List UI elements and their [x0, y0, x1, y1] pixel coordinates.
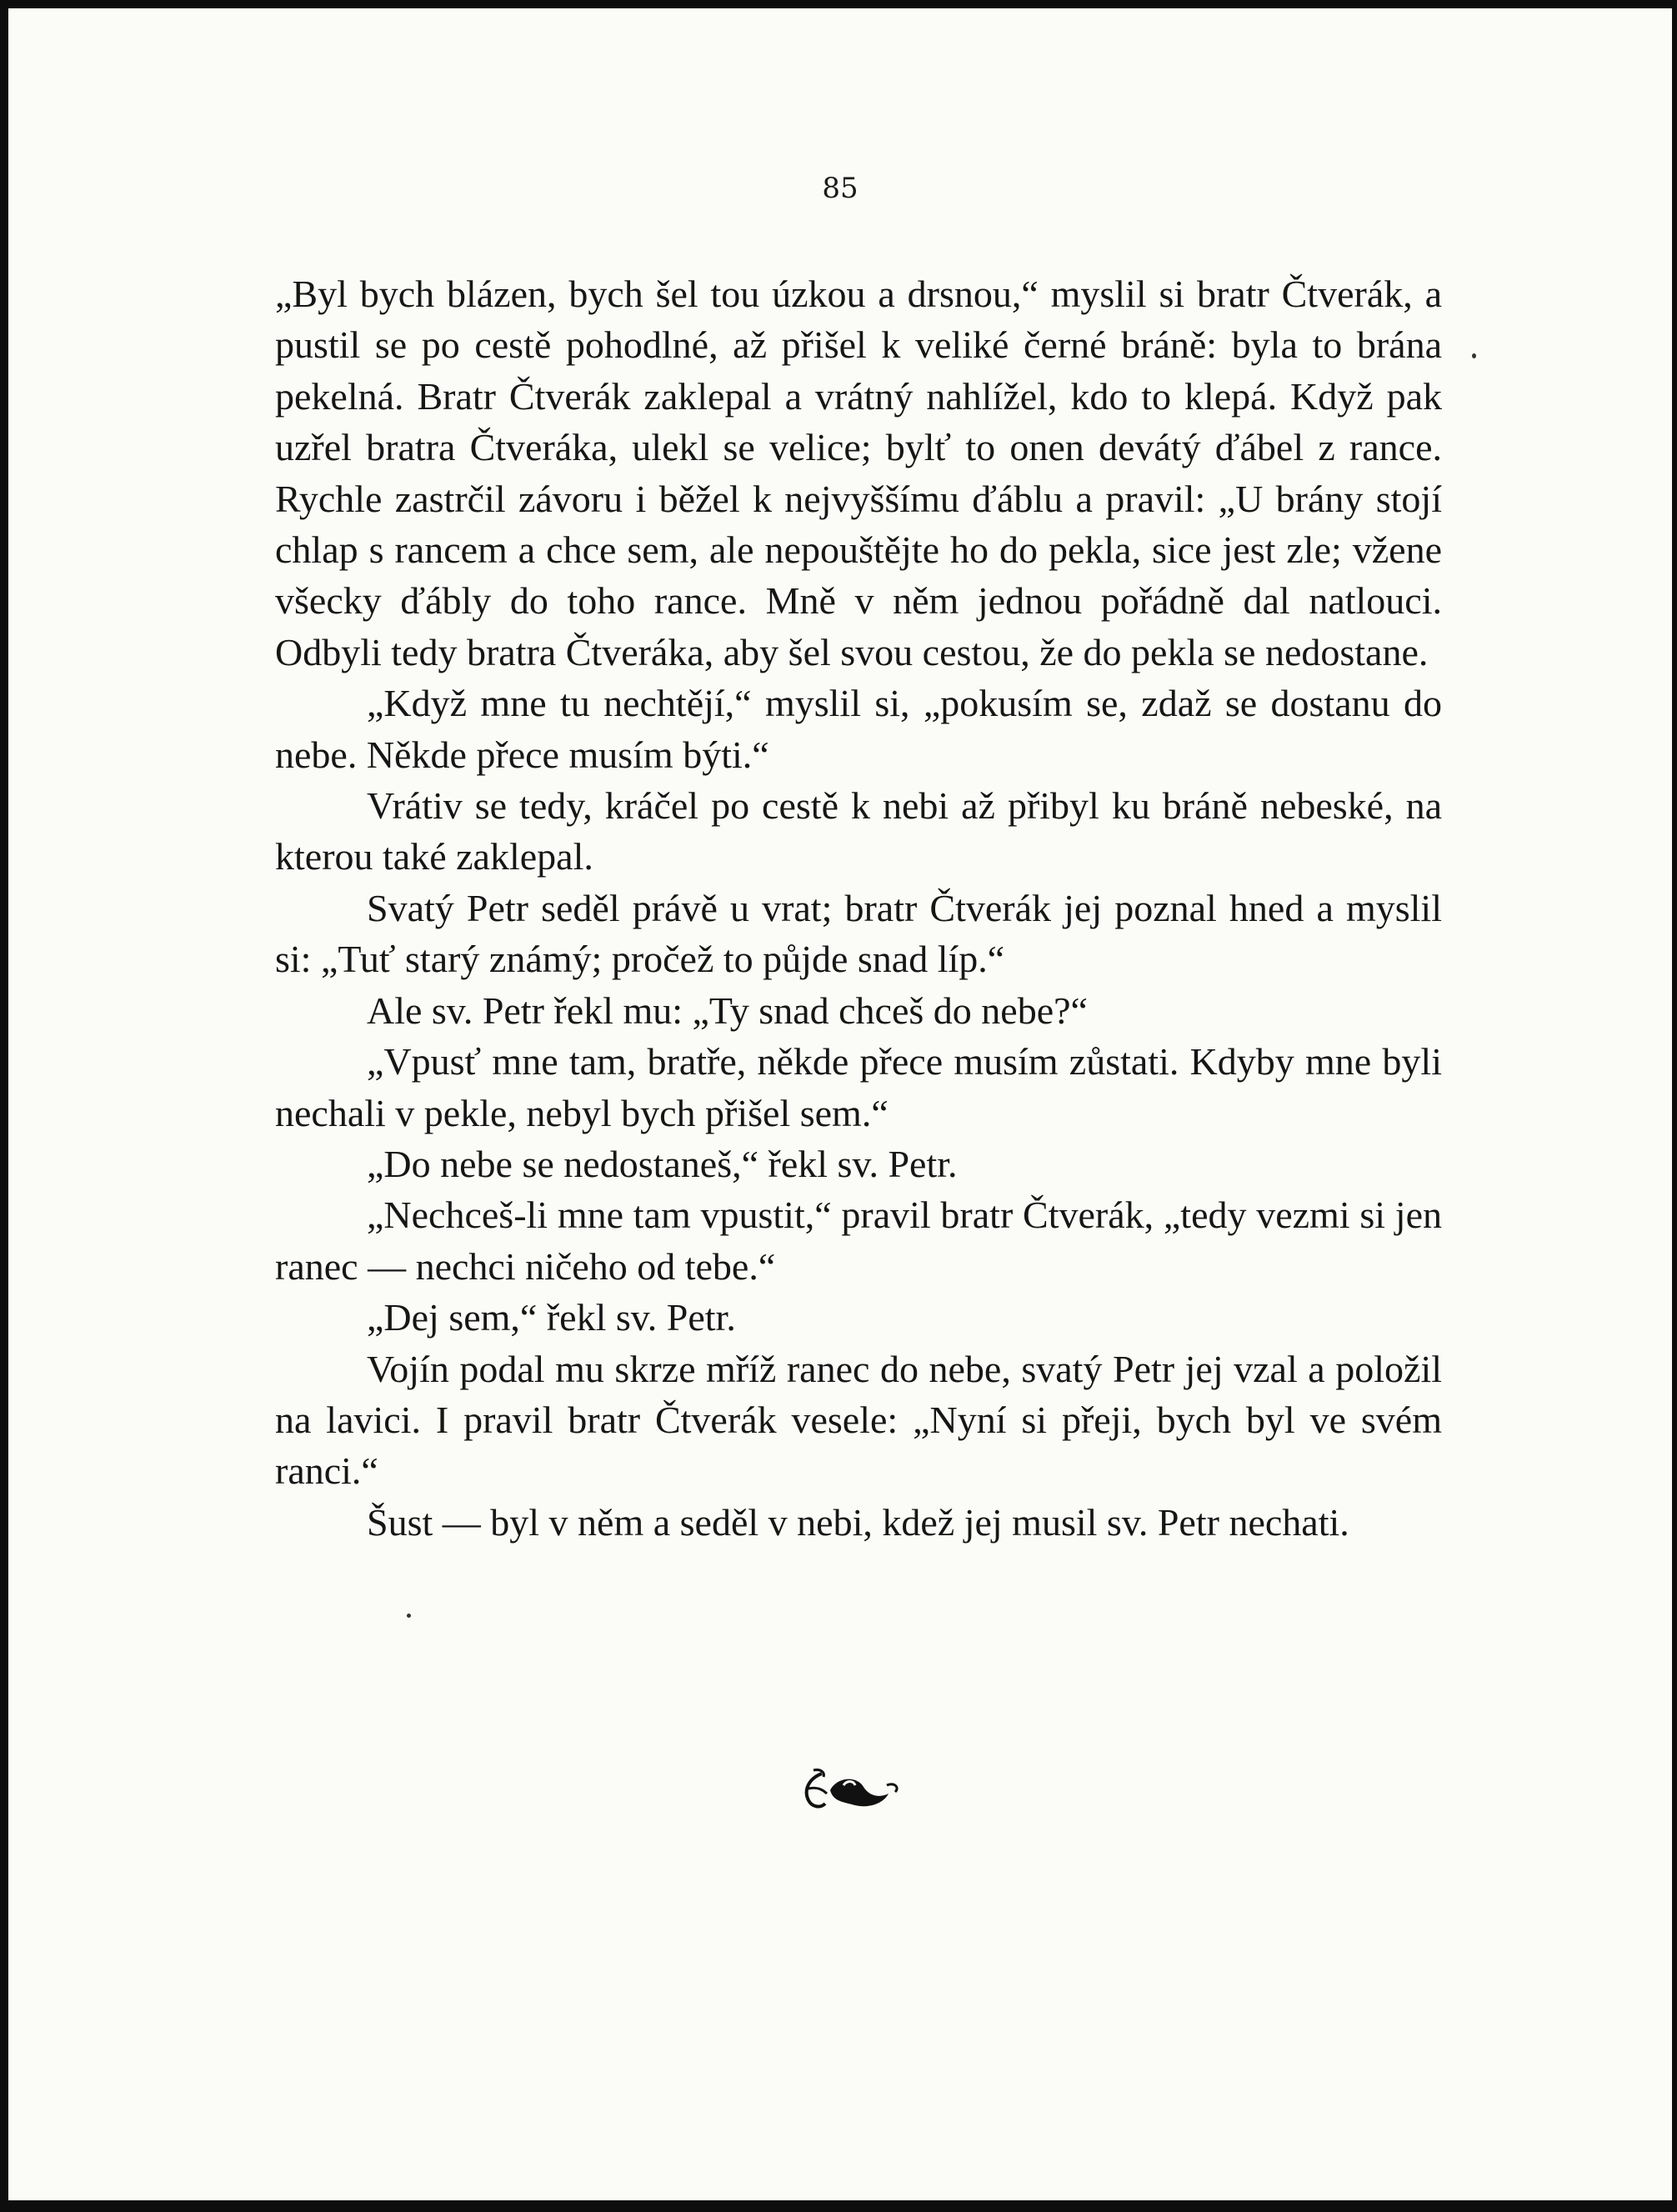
fleuron-ornament-icon [797, 1765, 905, 1812]
page-number: 85 [822, 172, 859, 205]
paragraph: Ale sv. Petr řekl mu: „Ty snad chceš do nebe?“ [367, 988, 1088, 1032]
paragraph: Šust — byl v něm a seděl v nebi, kdež jej musil sv. Petr nechati. [367, 1500, 1349, 1544]
paragraph: „Vpusť mne tam, bratře, někde přece musím zůstati. Kdyby mne byli nechali v pekle, nebyl bych přišel sem.“ [275, 1040, 1442, 1134]
paragraph: Vojín podal mu skrze mříž ranec do nebe, svatý Petr jej vzal a položil na lavici. I pravil bratr Čtverák vesele: „Nyní si přeji, bych byl ve svém ranci.“ [275, 1347, 1442, 1493]
body-text [275, 268, 1442, 1548]
paragraph: „Nechceš-li mne tam vpustit,“ pravil bratr Čtverák, „tedy vezmi si jen ranec — nechci ničeho od tebe.“ [275, 1194, 1442, 1288]
paragraph: „Do nebe se nedostaneš,“ řekl sv. Petr. [367, 1142, 958, 1185]
print-speck [1472, 353, 1476, 358]
paragraph: „Když mne tu nechtějí,“ myslil si, „pokusím se, zdaž se dostanu do nebe. Někde přece musím býti.“ [275, 682, 1442, 776]
paragraph: „Dej sem,“ řekl sv. Petr. [367, 1296, 736, 1339]
paragraph: „Byl bych blázen, bych šel tou úzkou a drsnou,“ myslil si bratr Čtverák, a pustil se po cestě pohodlné, až přišel k veliké černé bráně: byla to brána pekelná. Bratr Čtverák zaklepal a vrátný nahlížel, kdo to klepá. Když pak uzřel bratra Čtveráka, ulekl se velice; bylť to onen devátý ďábel z rance. Rychle zastrčil závoru i běžel k nejvyššímu ďáblu a pravil: „U brány stojí chlap s rancem a chce sem, ale nepouštějte ho do pekla, sice jest zle; vžene všecky ďábly do toho rance. Mně v něm jednou pořádně dal natlouci. Odbyli tedy bratra Čtveráka, aby šel svou cestou, že do pekla se nedostane. [275, 273, 1442, 673]
book-page [8, 8, 1672, 2200]
paragraph: Svatý Petr seděl právě u vrat; bratr Čtverák jej poznal hned a myslil si: „Tuť starý známý; pročež to půjde snad líp.“ [275, 886, 1442, 981]
print-speck [407, 1614, 411, 1618]
paragraph: Vrátiv se tedy, kráčel po cestě k nebi až přibyl ku bráně nebeské, na kterou také zaklepal. [275, 784, 1442, 878]
